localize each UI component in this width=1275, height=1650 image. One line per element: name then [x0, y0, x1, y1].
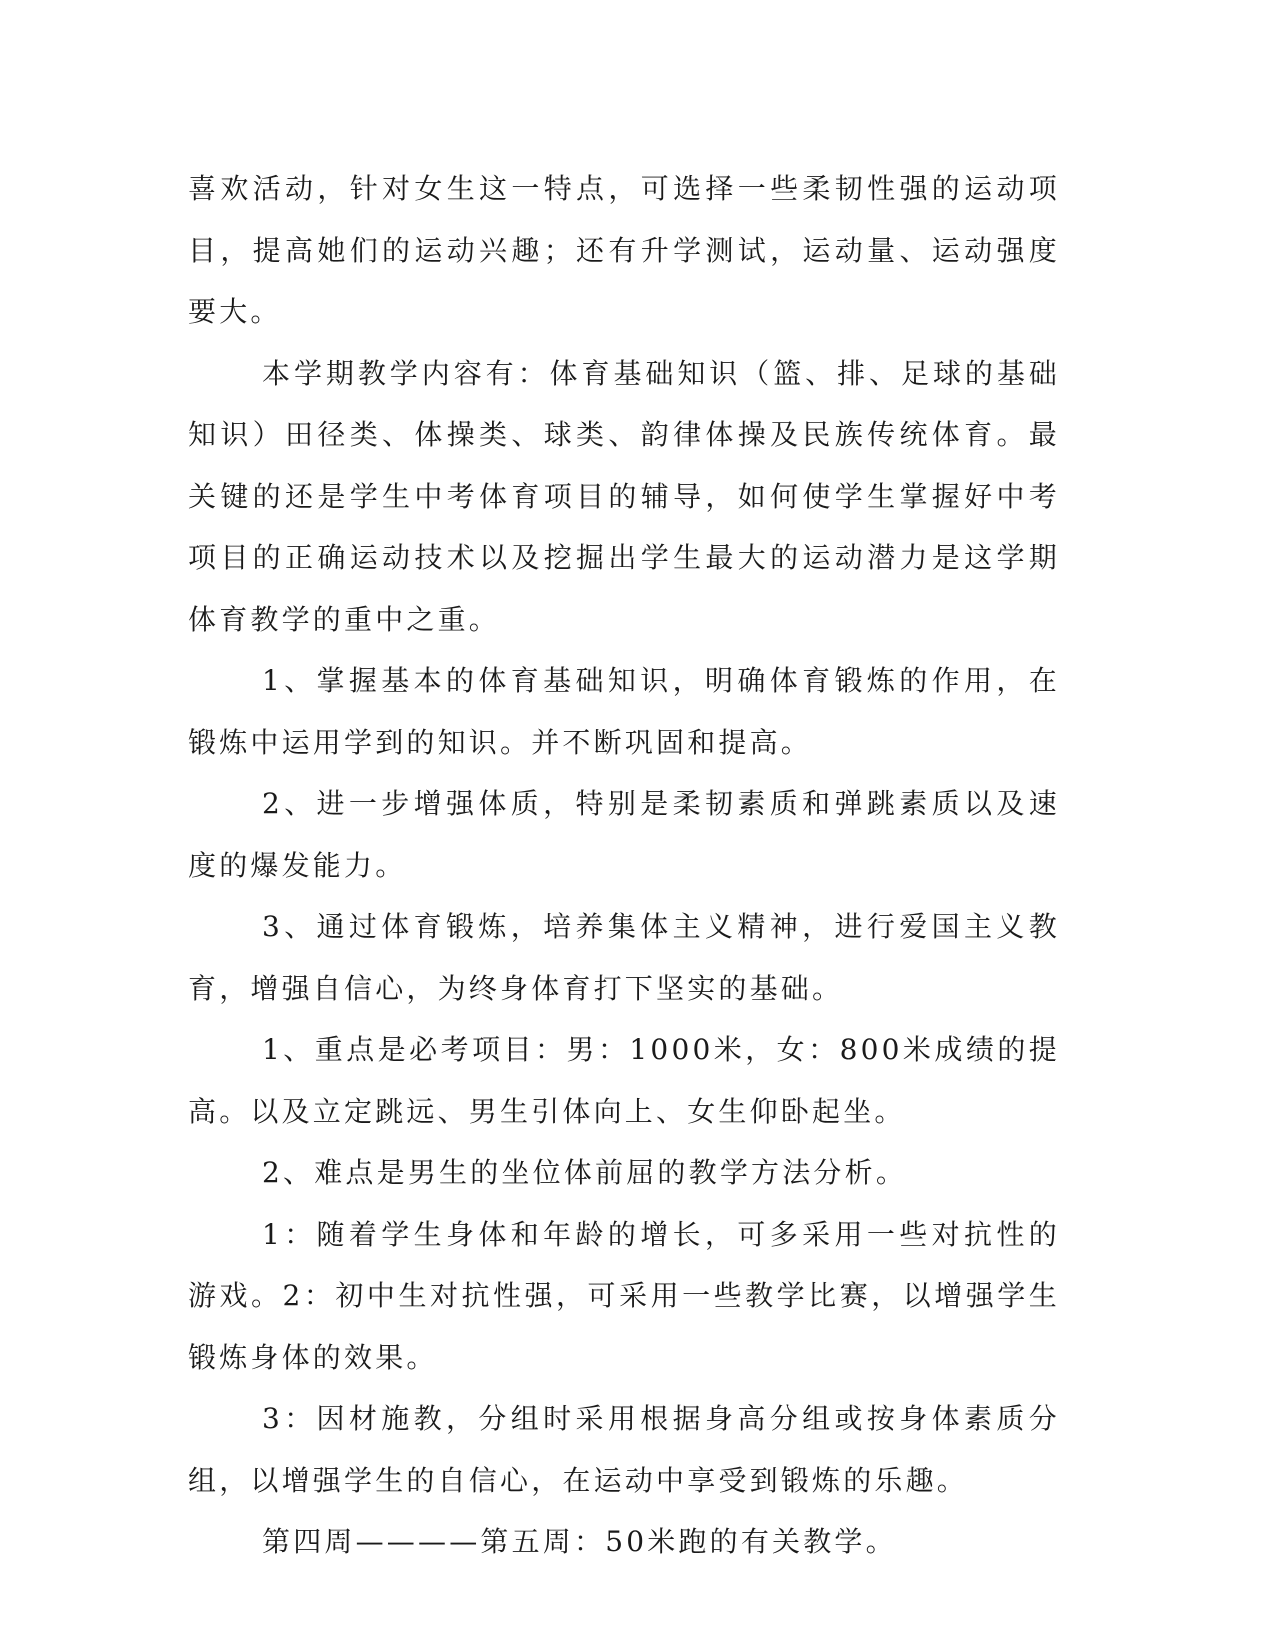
paragraph-3: 1、掌握基本的体育基础知识，明确体育锻炼的作用，在锻炼中运用学到的知识。并不断巩固和提高。 [188, 664, 1060, 759]
paragraph-9: 3：因材施教，分组时采用根据身高分组或按身体素质分组，以增强学生的自信心，在运动中享受到锻炼的乐趣。 [188, 1402, 1060, 1497]
paragraph-6: 1、重点是必考项目：男：1000米，女：800米成绩的提高。以及立定跳远、男生引体向上、女生仰卧起坐。 [188, 1033, 1060, 1128]
paragraph-1: 喜欢活动，针对女生这一特点，可选择一些柔韧性强的运动项目，提高她们的运动兴趣；还有升学测试，运动量、运动强度要大。 [188, 172, 1060, 328]
paragraph-5: 3、通过体育锻炼，培养集体主义精神，进行爱国主义教育，增强自信心，为终身体育打下坚实的基础。 [188, 910, 1060, 1005]
document-body [188, 158, 1060, 1573]
paragraph-7: 2、难点是男生的坐位体前屈的教学方法分析。 [262, 1156, 908, 1189]
paragraph-4: 2、进一步增强体质，特别是柔韧素质和弹跳素质以及速度的爆发能力。 [188, 787, 1060, 882]
paragraph-2: 本学期教学内容有：体育基础知识（篮、排、足球的基础知识）田径类、体操类、球类、韵律体操及民族传统体育。最关键的还是学生中考体育项目的辅导，如何使学生掌握好中考项目的正确运动技术以及挖掘出学生最大的运动潜力是这学期体育教学的重中之重。 [188, 356, 1060, 636]
paragraph-10: 第四周————第五周：50米跑的有关教学。 [262, 1525, 897, 1558]
paragraph-8: 1：随着学生身体和年龄的增长，可多采用一些对抗性的游戏。2：初中生对抗性强，可采用一些教学比赛，以增强学生锻炼身体的效果。 [188, 1217, 1060, 1374]
